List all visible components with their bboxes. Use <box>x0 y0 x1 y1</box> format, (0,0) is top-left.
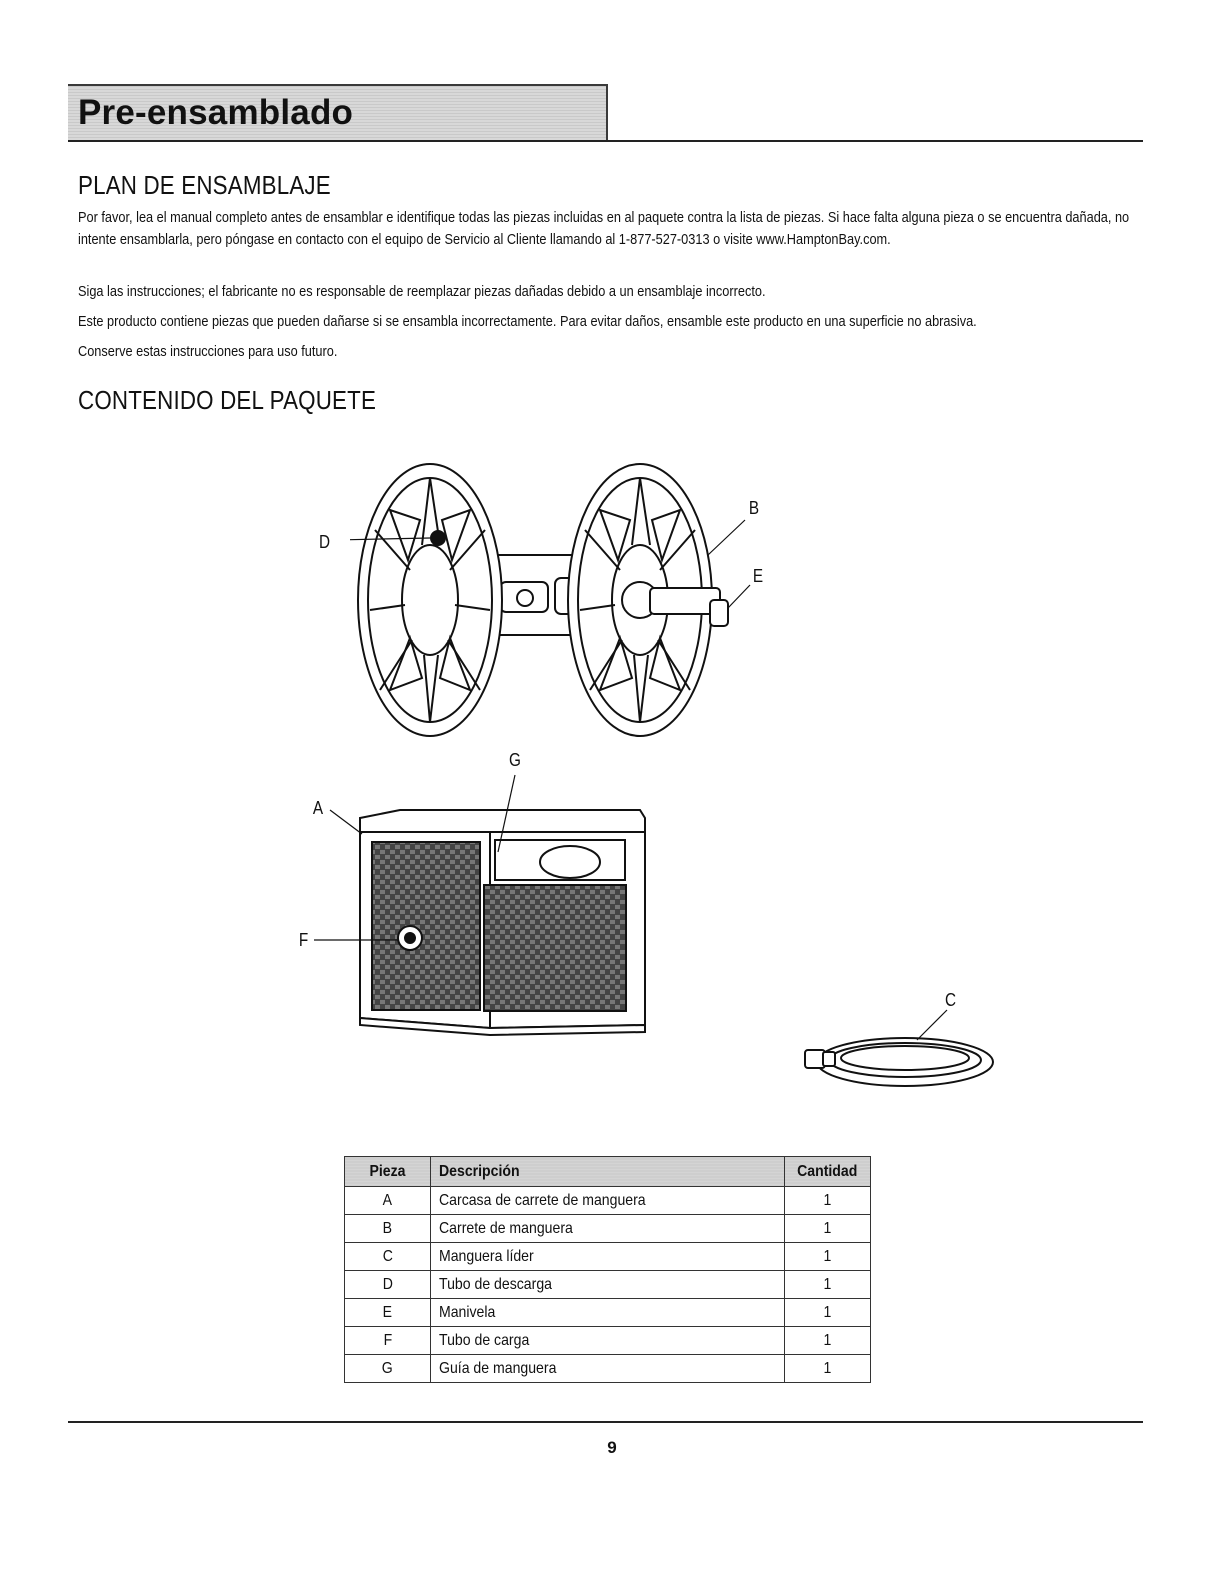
table-row <box>345 1299 871 1327</box>
plan-paragraph-4: Conserve estas instrucciones para uso futuro. <box>78 343 338 360</box>
label-F: F <box>298 930 309 950</box>
page-number: 9 <box>607 1438 617 1457</box>
label-A: A <box>312 798 324 818</box>
part-id: E <box>345 1299 431 1327</box>
plan-heading: PLAN DE ENSAMBLAJE <box>78 170 331 200</box>
table-header-row <box>345 1157 871 1187</box>
part-quantity: 1 <box>785 1187 871 1215</box>
part-description: Carrete de manguera <box>431 1215 785 1243</box>
part-description: Manivela <box>431 1299 785 1327</box>
table-row <box>345 1187 871 1215</box>
plan-paragraph-3: Este producto contiene piezas que pueden dañarse si se ensambla incorrectamente. Para evitar daños, ensamble este producto en una superficie no abrasiva. <box>78 313 977 330</box>
label-E: E <box>752 566 764 586</box>
parts-table <box>344 1156 871 1383</box>
part-quantity: 1 <box>785 1327 871 1355</box>
label-C: C <box>944 990 957 1010</box>
table-row <box>345 1327 871 1355</box>
part-id: B <box>345 1215 431 1243</box>
table-row <box>345 1271 871 1299</box>
label-B: B <box>748 498 760 518</box>
hose-reel-housing-illustration <box>300 770 660 1040</box>
footer-rule <box>68 1421 1143 1423</box>
header-rule <box>68 140 1143 142</box>
label-D: D <box>318 532 331 552</box>
part-quantity: 1 <box>785 1243 871 1271</box>
table-row <box>345 1355 871 1383</box>
part-description: Manguera líder <box>431 1243 785 1271</box>
part-description: Tubo de descarga <box>431 1271 785 1299</box>
column-header-cantidad: Cantidad <box>785 1157 871 1187</box>
part-quantity: 1 <box>785 1271 871 1299</box>
part-description: Carcasa de carrete de manguera <box>431 1187 785 1215</box>
plan-paragraph-1: Por favor, lea el manual completo antes de ensamblar e identifique todas las piezas incluidas en al paquete contra la lista de piezas. Si hace falta alguna pieza o se encuentra dañada, no intente ensamblarla, pero póngase en contacto con el equipo de Servicio al Cliente llamando al 1-877-527-0313 o visite www.HamptonBay.com. <box>78 209 1130 248</box>
column-header-pieza: Pieza <box>345 1157 431 1187</box>
part-id: F <box>345 1327 431 1355</box>
table-row <box>345 1243 871 1271</box>
part-quantity: 1 <box>785 1355 871 1383</box>
part-id: A <box>345 1187 431 1215</box>
part-id: D <box>345 1271 431 1299</box>
part-id: G <box>345 1355 431 1383</box>
label-G: G <box>509 750 521 770</box>
part-quantity: 1 <box>785 1215 871 1243</box>
plan-paragraph-2: Siga las instrucciones; el fabricante no es responsable de reemplazar piezas dañadas debido a un ensamblaje incorrecto. <box>78 283 766 300</box>
hose-reel-illustration <box>350 460 790 745</box>
part-quantity: 1 <box>785 1299 871 1327</box>
part-id: C <box>345 1243 431 1271</box>
table-row <box>345 1215 871 1243</box>
column-header-descripcion: Descripción <box>431 1157 785 1187</box>
contents-heading: CONTENIDO DEL PAQUETE <box>78 385 377 415</box>
page-title: Pre-ensamblado <box>78 93 354 132</box>
part-description: Tubo de carga <box>431 1327 785 1355</box>
part-description: Guía de manguera <box>431 1355 785 1383</box>
leader-hose-illustration <box>795 1000 1005 1095</box>
